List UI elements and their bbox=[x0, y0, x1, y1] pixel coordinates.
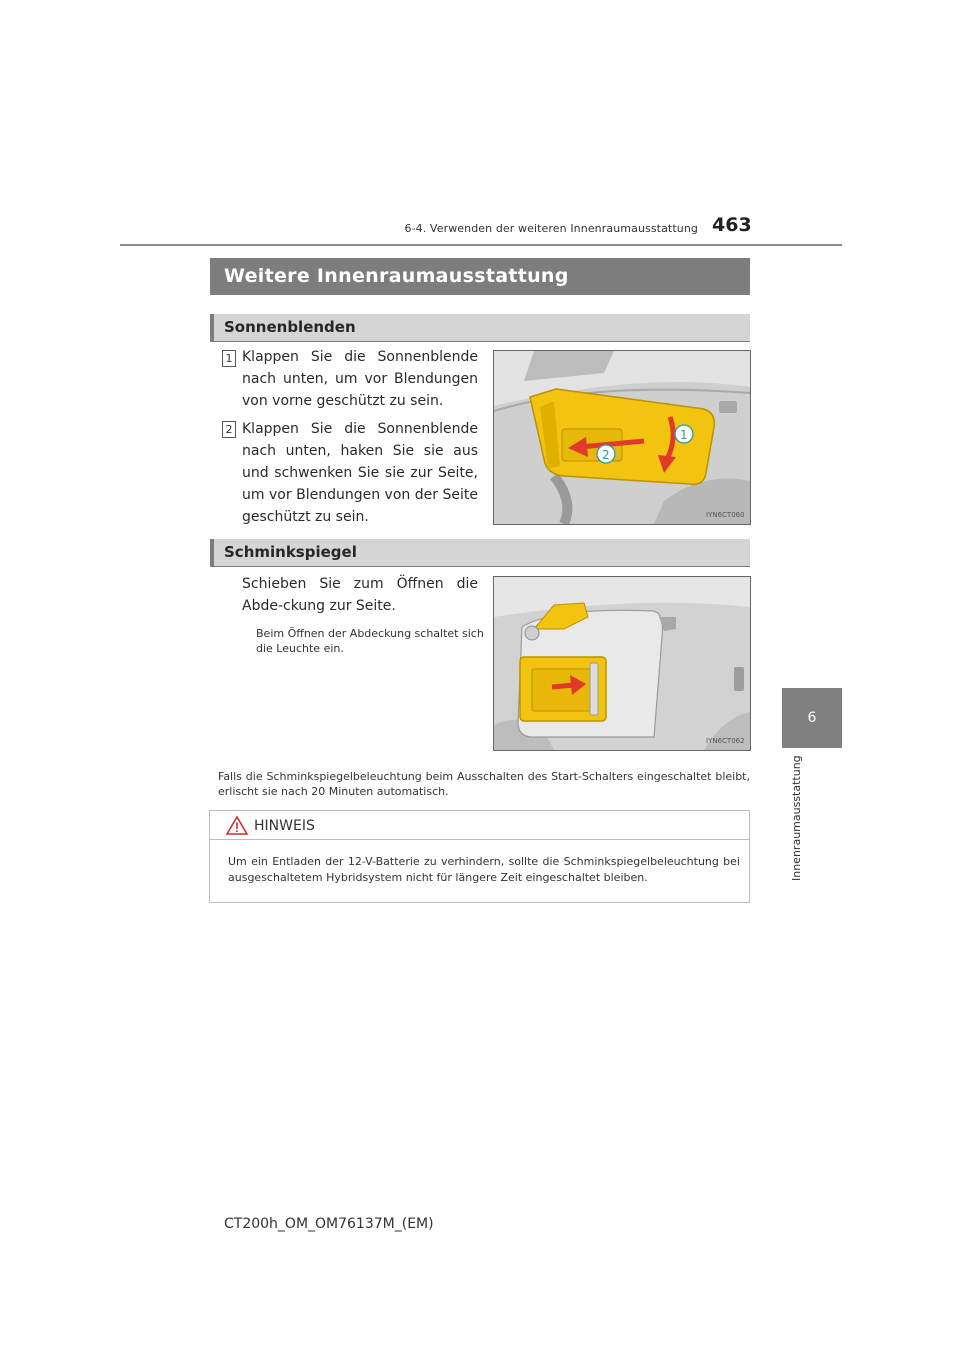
sun-visor-drawing bbox=[494, 351, 750, 524]
notice-text: Um ein Entladen der 12-V-Batterie zu verhindern, sollte die Schminkspiegelbeleuchtung bei ausgeschaltetem Hybridsystem nicht für längere Zeit eingeschaltet bleiben. bbox=[228, 855, 740, 884]
page-title: Weitere Innenraumausstattung bbox=[210, 258, 750, 295]
sun-visor-illustration bbox=[493, 350, 751, 525]
header-rule bbox=[120, 244, 842, 246]
document-footer: CT200h_OM_OM76137M_(EM) bbox=[224, 1216, 434, 1232]
step-number-1: 1 bbox=[222, 350, 236, 367]
vanity-mirror-text: Schieben Sie zum Öffnen die Abde-ckung zur Seite. bbox=[242, 576, 478, 614]
callout-1-label: 1 bbox=[680, 428, 688, 442]
arrow-slide-icon bbox=[552, 685, 574, 687]
section-title-sun-visors: Sonnenblenden bbox=[210, 314, 750, 342]
section-title-vanity-mirror: Schminkspiegel bbox=[210, 539, 750, 567]
step-text-2: Klappen Sie die Sonnenblende nach unten, haken Sie sie aus und schwenken Sie sie zur Seite, um vor Blendungen von der Seite geschützt zu sein. bbox=[242, 421, 478, 525]
vanity-mirror-illustration bbox=[493, 576, 751, 751]
running-header-section: 6-4. Verwenden der weiteren Innenraumausstattung bbox=[404, 222, 698, 235]
notice-title: HINWEIS bbox=[254, 818, 315, 834]
chapter-tab[interactable]: 6 bbox=[782, 688, 842, 748]
image-code-vanity-mirror: IYN6CT062 bbox=[706, 737, 745, 745]
page-number: 463 bbox=[712, 214, 752, 236]
image-code-sun-visor: IYN6CT060 bbox=[706, 511, 745, 519]
chapter-label: Innenraumausstattung bbox=[790, 755, 803, 881]
vanity-mirror-drawing bbox=[494, 577, 750, 750]
warning-triangle-icon bbox=[226, 815, 248, 839]
auto-off-note: Falls die Schminkspiegelbeleuchtung beim Ausschalten des Start-Schalters eingeschaltet bleibt, erlischt sie nach 20 Minuten automatisch. bbox=[218, 770, 750, 798]
callout-2-label: 2 bbox=[602, 448, 610, 462]
step-number-2: 2 bbox=[222, 421, 236, 438]
step-text-1: Klappen Sie die Sonnenblende nach unten, um vor Blendungen von vorne geschützt zu sein. bbox=[242, 349, 478, 409]
vanity-mirror-subtext: Beim Öffnen der Abdeckung schaltet sich die Leuchte ein. bbox=[256, 627, 484, 655]
